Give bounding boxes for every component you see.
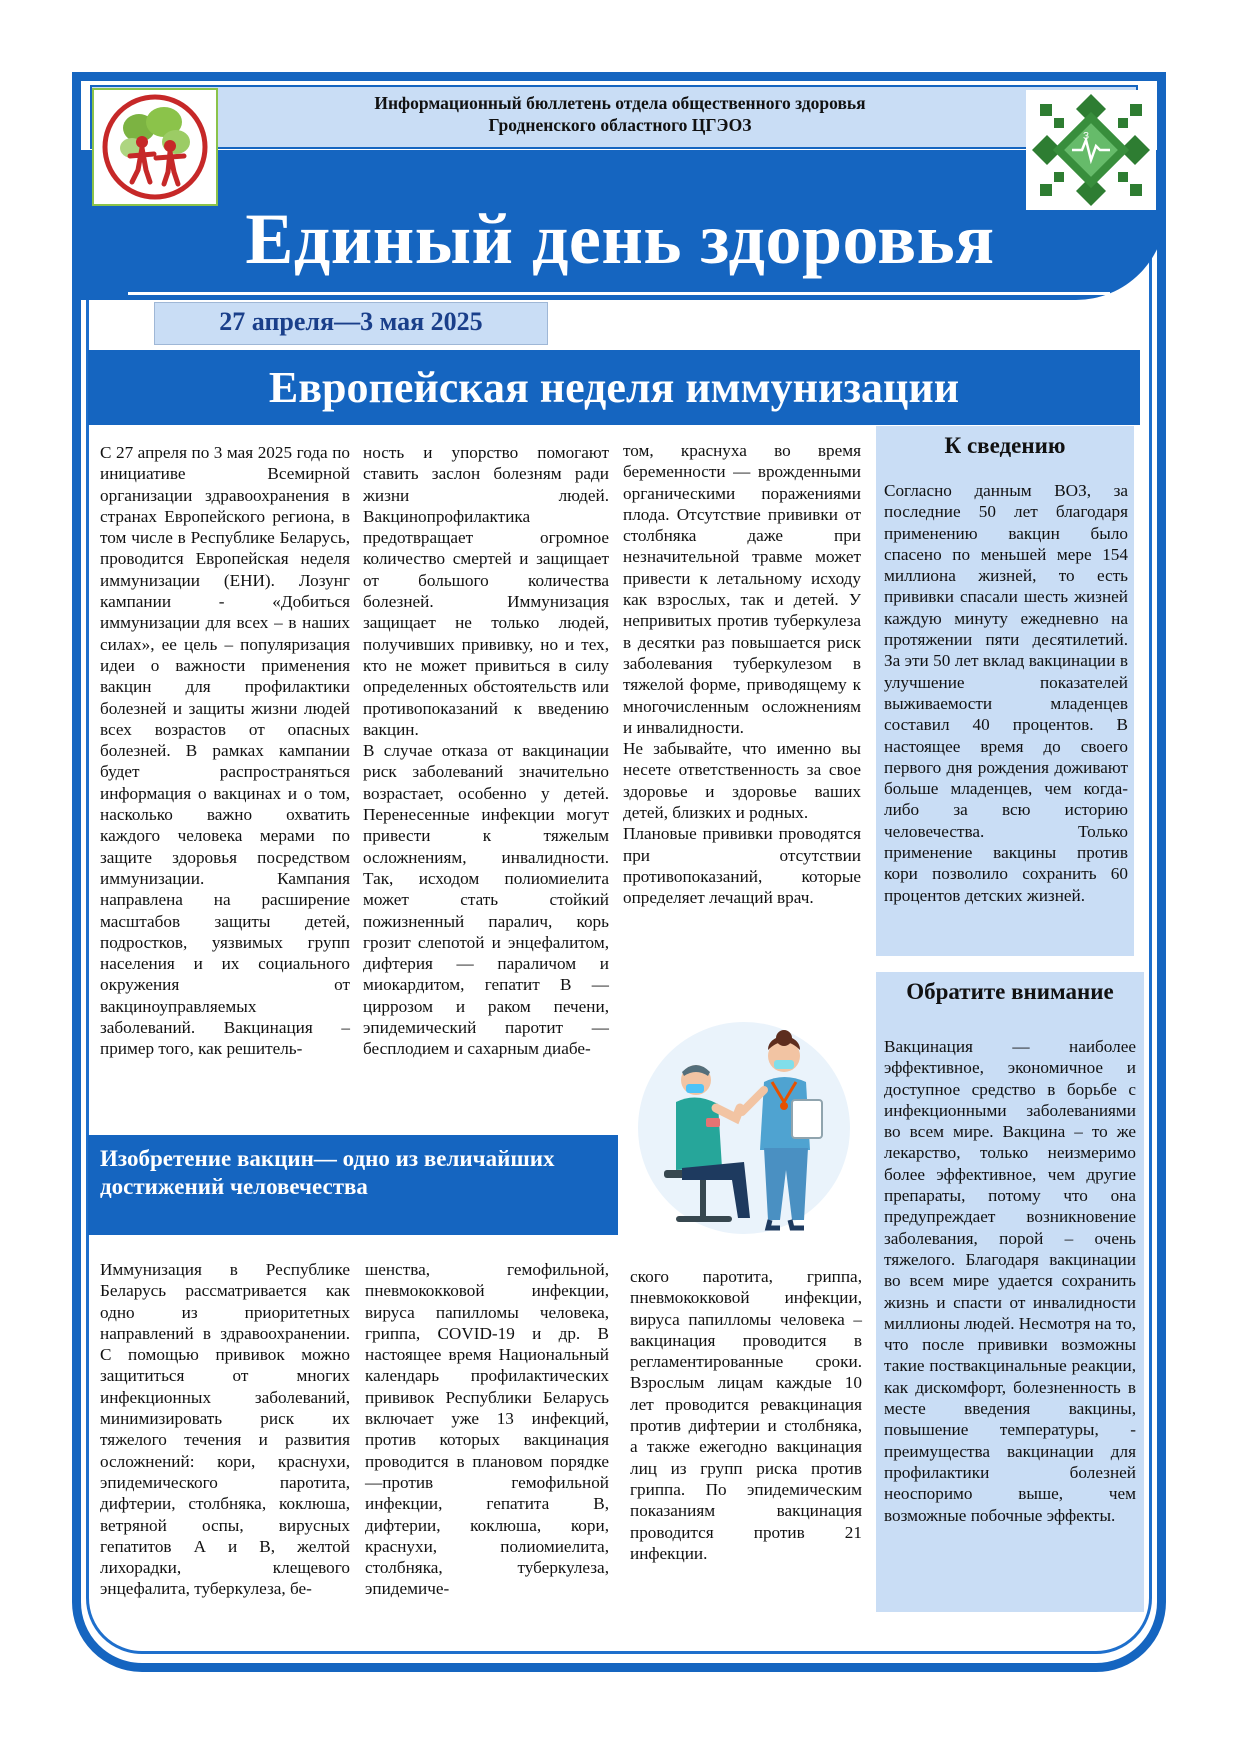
attention-box-body [884,1036,1136,1526]
bulletin-line-2: Гродненского областного ЦГЭОЗ [488,115,752,135]
invention-column-1-text: Иммунизация в Республике Беларусь рассматривается как одно из приоритетных направлений в здравоохранении. С помощью прививок можно защититься от многих инфекционных заболеваний, минимизировать риск их тяжелого течения и развития осложнений: кори, краснухи, эпидемического паротита, дифтерии, столбняка, коклюша, ветряной оспы, вирусных гепатитов А и В, желтой лихорадки, клещевого энцефалита, туберкулеза, бе- [100,1260,350,1599]
article-column-1-text: С 27 апреля по 3 мая 2025 года по инициативе Всемирной организации здравоохранения в странах Европейского региона, в том числе в Республике Беларусь, проводится Европейская неделя иммунизации (ЕНИ). Лозунг кампании - «Добиться иммунизации для всех – в наших силах», ее цель – популяризация идеи о важности применения вакцин для профилактики болезней и защиты жизни людей всех возрастов от опасных болезней. В рамках кампании будет распространяться информация о вакцинах и о том, насколько важно охватить каждого человека мерами по защите здоровья посредством иммунизации. Кампания направлена на расширение масштабов защиты детей, подростков, уязвимых групп населения и их социального окружения от вакциноуправляемых заболеваний. Вакцинация – пример того, как решитель- [100,443,350,1059]
vaccination-illustration-icon [624,1020,864,1250]
invention-column-3 [630,1266,862,1564]
bulletin-line-1: Информационный бюллетень отдела общественного здоровья [374,93,866,113]
page-title: Единый день здоровья [245,199,995,279]
invention-column-2 [365,1259,609,1600]
article-column-3 [623,440,861,909]
invention-title: Изобретение вакцин— одно из величайших достижений человечества [100,1146,555,1199]
attention-box-title: Обратите внимание [906,979,1114,1004]
article-column-2-par-1: ность и упорство помогают ставить заслон болезням ради жизни людей. Вакцинопрофилактика предотвращает огромное количество смертей и защищает от большого количества болезней. Иммунизация защищает не только людей, получивших прививку, но и тех, кто не может привиться в силу определенных обстоятельств или противопоказаний к введению вакцин. [363,443,609,739]
article-column-1 [100,442,350,1060]
svg-text:З: З [1083,131,1090,142]
attention-box-text: Вакцинация — наиболее эффективное, экономичное и доступное средство в борьбе с инфекционными заболеваниями во всем мире. Вакцина – то же лекарство, только неизмеримо более эффективное, чем другие препараты, потому что она предупреждает возникновение заболевания, порой – очень тяжелого. Благодаря вакцинации во всем мире удается сохранить жизнь и спасти от инвалидности миллионы людей. Несмотря на то, что после прививки возможны такие поствакцинальные реакции, как дискомфорт, болезненность в месте введения вакцины, повышение температуры, - преимущества вакцинации для профилактики болезней неоспоримо выше, чем возможные побочные эффекты. [884,1037,1136,1525]
campaign-dates: 27 апреля—3 мая 2025 [219,307,483,336]
health-family-logo-icon [92,88,218,206]
page-subtitle: Европейская неделя иммунизации [268,363,960,412]
info-box-body [884,480,1128,906]
invention-column-3-text: ского паротита, гриппа, пневмококковой инфекции, вируса папилломы человека – вакцинация проводится в регламентированные сроки. Взрослым лицам каждые 10 лет проводится ревакцинация против дифтерии и столбняка, а также ежегодно вакцинация лиц из групп риска против гриппа. По эпидемическим показаниям вакцинация проводится против 21 инфекции. [630,1267,862,1563]
invention-column-2-text: шенства, гемофильной, пневмококковой инфекции, вируса папилломы человека, гриппа, COVID-19 и др. В настоящее время Национальный календарь профилактических прививок Республики Беларусь включает уже 13 инфекций, против которых вакцинация проводится в плановом порядке—против гемофильной инфекции, гепатита В, дифтерии, коклюша, кори, краснухи, полиомиелита, столбняка, туберкулеза, эпидемиче- [365,1260,609,1599]
article-column-2 [363,442,609,1060]
invention-column-1 [100,1259,350,1600]
bulletin-header [260,92,980,136]
article-column-2-par-2: В случае отказа от вакцинации риск заболеваний значительно возрастает, особенно у детей. Перенесенные инфекции могут привести к тяжелым осложнениям, инвалидности. Так, исходом полиомиелита может стать стойкий пожизненный паралич, корь грозит слепотой и энцефалитом, дифтерия — параличом и миокардитом, гепатит В — циррозом и раком печени, эпидемический паротит — бесплодием и сахарным диабе- [363,741,609,1059]
info-box-text: Согласно данным ВОЗ, за последние 50 лет благодаря применению вакцин было спасено по меньшей мере 154 миллиона жизней, то есть прививки спасали шесть жизней каждую минуту ежедневно на протяжении пяти десятилетий. За эти 50 лет вклад вакцинации в улучшение показателей выживаемости младенцев составил 40 процентов. В настоящее время до своего первого дня рождения доживают больше младенцев, чем когда-либо за всю историю человечества. Только применение вакцины против кори позволило сохранить 60 процентов детских жизней. [884,481,1128,905]
article-column-3-par-3: Плановые прививки проводятся при отсутствии противопоказаний, которые определяет лечащий врач. [623,824,861,908]
title-underline [128,292,1110,295]
info-box-title: К сведению [944,433,1066,458]
article-column-3-par-2: Не забывайте, что именно вы несете ответственность за свое здоровье и здоровье ваших детей, близких и родных. [623,739,861,823]
ornament-emblem-icon [1026,90,1156,210]
article-column-3-par-1: том, краснуха во время беременности — врожденными органическими поражениями плода. Отсутствие прививки от столбняка даже при незначительной травме может привести к летальному исходу как взрослых, так и детей. У непривитых против туберкулеза в десятки раз повышается риск заболевания туберкулезом в тяжелой форме, приводящему к многочисленным осложнениям и инвалидности. [623,441,861,737]
